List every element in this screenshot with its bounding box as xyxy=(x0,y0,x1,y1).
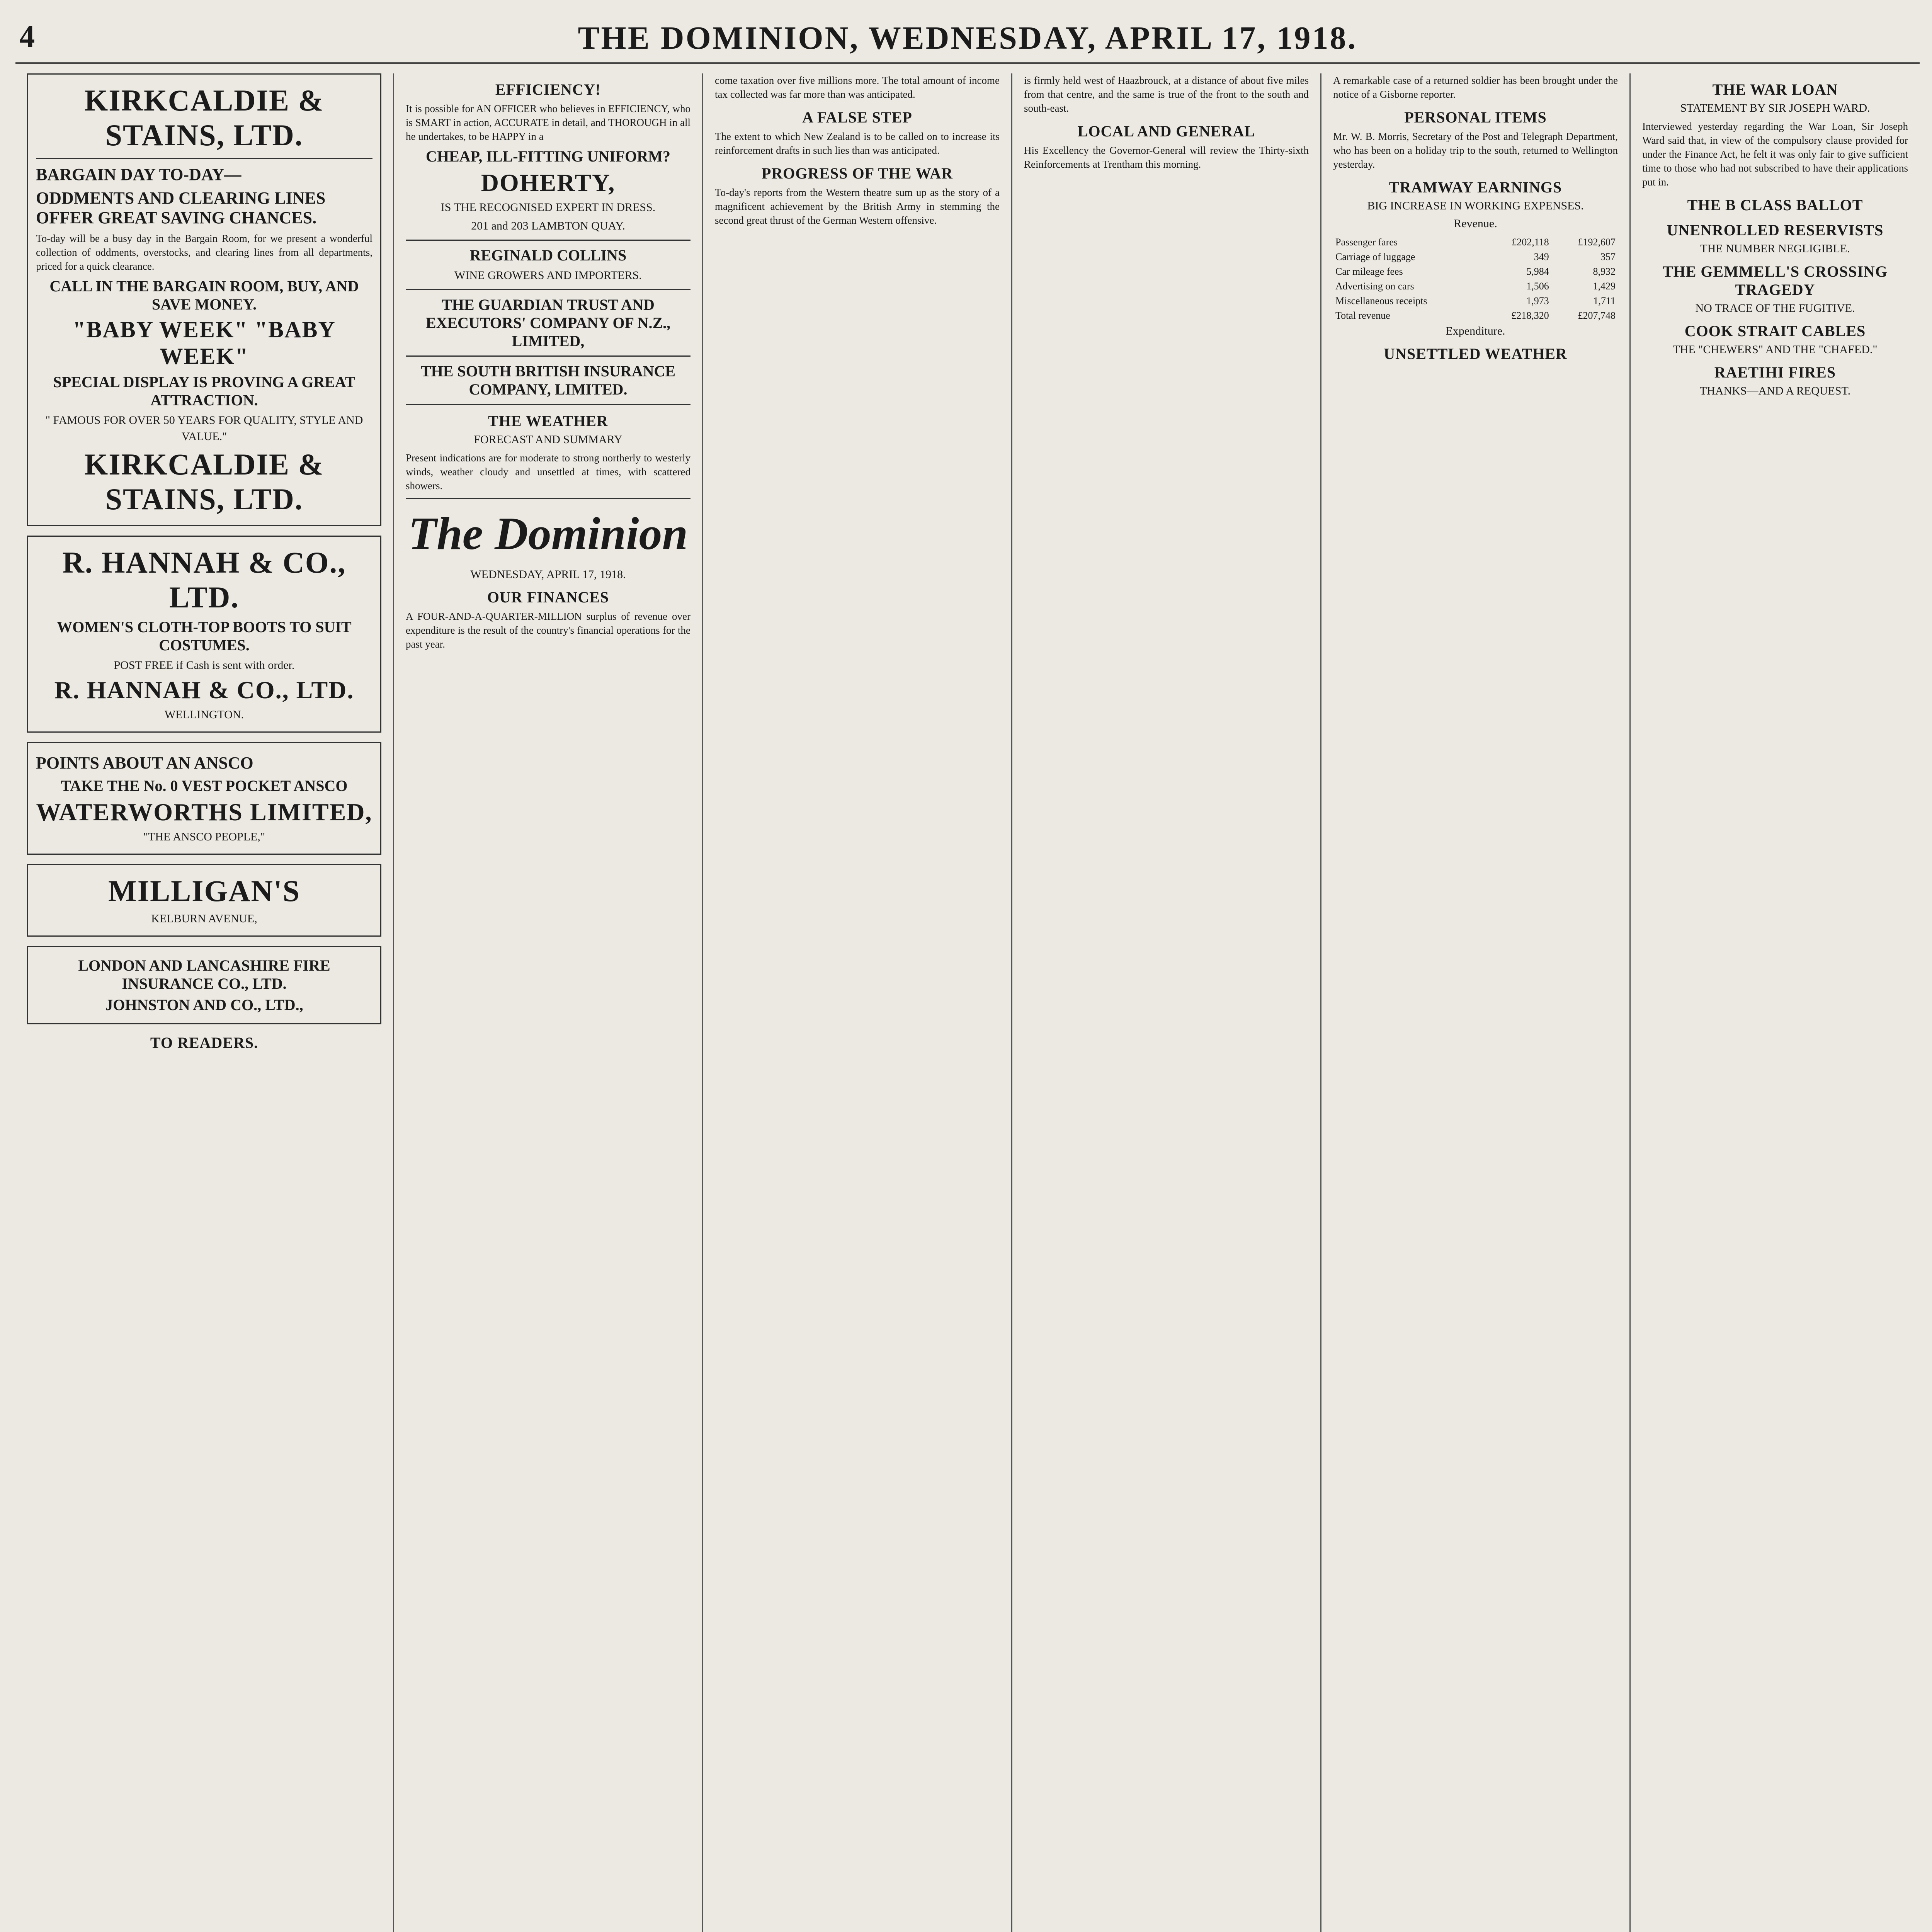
ad-ansco-heading: POINTS ABOUT AN ANSCO xyxy=(36,753,253,772)
finances-body: A FOUR-AND-A-QUARTER-MILLION surplus of revenue over expenditure is the result of the country's financial operations for the past year. xyxy=(406,611,690,650)
readers-heading: TO READERS. xyxy=(150,1034,259,1051)
revenue-cell: 8,932 xyxy=(1593,266,1616,277)
local-general-body: His Excellency the Governor-General will review the Thirty-sixth Reinforcements at Trentham this morning. xyxy=(1024,145,1309,170)
local-general-heading: LOCAL AND GENERAL xyxy=(1077,122,1255,140)
ad-kirkcaldie xyxy=(27,73,381,526)
gemmell-heading: THE GEMMELL'S CROSSING TRAGEDY xyxy=(1662,263,1888,298)
south-british-name: THE SOUTH BRITISH INSURANCE COMPANY, LIMITED. xyxy=(420,362,676,398)
column-3 xyxy=(703,73,1012,1932)
revenue-cell: 1,506 xyxy=(1526,281,1549,292)
doherty-desc: IS THE RECOGNISED EXPERT IN DRESS. xyxy=(440,201,656,214)
guardian-name: THE GUARDIAN TRUST AND EXECUTORS' COMPANY OF N.Z., LIMITED, xyxy=(425,296,671,350)
cook-strait-subheading: THE "CHEWERS" AND THE "CHAFED." xyxy=(1673,343,1878,356)
page-number: 4 xyxy=(19,20,35,54)
ad-hannah xyxy=(27,536,381,733)
ad-hannah-heading: WOMEN'S CLOTH-TOP BOOTS TO SUIT COSTUMES. xyxy=(57,618,352,654)
efficiency-body: It is possible for AN OFFICER who believes in EFFICIENCY, who is SMART in action, ACCURATE in detail, and THOROUGH in all he undertakes, to be HAPPY in a xyxy=(406,103,690,142)
revenue-cell: Total revenue xyxy=(1335,310,1390,321)
tramway-subheading: BIG INCREASE IN WORKING EXPENSES. xyxy=(1367,199,1584,212)
finances-heading: OUR FINANCES xyxy=(487,588,609,606)
ad-johnston-name: JOHNSTON AND CO., LTD., xyxy=(105,996,303,1014)
revenue-row xyxy=(1333,235,1618,250)
expenditure-label: Expenditure. xyxy=(1446,325,1505,337)
column3-body: come taxation over five millions more. The total amount of income tax collected was far more than was anticipated. xyxy=(715,75,1000,100)
collins-desc: WINE GROWERS AND IMPORTERS. xyxy=(454,269,642,282)
revenue-row xyxy=(1333,264,1618,279)
ballot-heading: THE B CLASS BALLOT xyxy=(1687,196,1863,214)
ad-kirkcaldie-intro: To-day will be a busy day in the Bargain Room, for we present a wonderful collection of oddments, overstocks, and clearing lines from all departments, priced for a quick clearance. xyxy=(36,233,372,272)
ad-waterworths-tag: "THE ANSCO PEOPLE," xyxy=(143,830,265,843)
revenue-cell: Advertising on cars xyxy=(1335,281,1414,292)
revenue-cell: 1,973 xyxy=(1526,295,1549,306)
newspaper-page xyxy=(15,15,1920,1932)
revenue-cell: 349 xyxy=(1534,251,1549,262)
column-advertisements xyxy=(15,73,394,1932)
ad-ansco xyxy=(27,742,381,855)
ad-hannah-city: WELLINGTON. xyxy=(164,708,244,721)
column-5 xyxy=(1321,73,1631,1932)
raetihi-subheading: THANKS—AND A REQUEST. xyxy=(1699,384,1851,397)
revenue-cell: £218,320 xyxy=(1511,310,1549,321)
column-6 xyxy=(1631,73,1920,1932)
revenue-cell: Car mileage fees xyxy=(1335,266,1403,277)
ad-kirkcaldie-special: SPECIAL DISPLAY IS PROVING A GREAT ATTRACTION. xyxy=(53,373,355,409)
revenue-cell: Miscellaneous receipts xyxy=(1335,295,1427,306)
revenue-cell: £202,118 xyxy=(1512,236,1549,248)
column5-body: A remarkable case of a returned soldier has been brought under the notice of a Gisborne reporter. xyxy=(1333,75,1618,100)
masthead xyxy=(15,15,1920,64)
collins-name: REGINALD COLLINS xyxy=(469,247,627,264)
revenue-cell: Carriage of luggage xyxy=(1335,251,1415,262)
tramway-heading: TRAMWAY EARNINGS xyxy=(1389,179,1562,196)
column-2 xyxy=(394,73,703,1932)
ad-kirkcaldie-bargain: BARGAIN DAY TO-DAY— xyxy=(36,165,242,184)
false-step-heading: A FALSE STEP xyxy=(802,109,912,126)
revenue-cell: 5,984 xyxy=(1526,266,1549,277)
ad-kirkcaldie-name-footer: KIRKCALDIE & STAINS, LTD. xyxy=(84,447,324,516)
ad-milligan xyxy=(27,864,381,937)
revenue-row xyxy=(1333,294,1618,308)
page-title: THE DOMINION, WEDNESDAY, APRIL 17, 1918. xyxy=(578,20,1357,56)
ad-ansco-take: TAKE THE No. 0 VEST POCKET ANSCO xyxy=(61,777,348,794)
ad-waterworths-name: WATERWORTHS LIMITED, xyxy=(36,798,372,826)
ad-kirkcaldie-oddments: ODDMENTS AND CLEARING LINES OFFER GREAT SAVING CHANCES. xyxy=(36,189,326,227)
reservists-heading: UNENROLLED RESERVISTS xyxy=(1667,221,1884,239)
weather-subheading: FORECAST AND SUMMARY xyxy=(474,433,622,446)
war-loan-heading: THE WAR LOAN xyxy=(1712,81,1838,98)
personal-items-body: Mr. W. B. Morris, Secretary of the Post and Telegraph Department, who has been on a holiday trip to the south, returned to Wellington yesterday. xyxy=(1333,131,1618,170)
war-loan-body: Interviewed yesterday regarding the War Loan, Sir Joseph Ward said that, in view of the compulsory clause provided for under the Finance Act, he felt it was only fair to give sufficient time to those who had not subscribed to have their applications put in. xyxy=(1642,121,1908,188)
revenue-table xyxy=(1333,235,1618,323)
doherty-addr: 201 and 203 LAMBTON QUAY. xyxy=(471,219,625,232)
revenue-cell: 1,429 xyxy=(1593,281,1616,292)
ad-insurance xyxy=(27,946,381,1024)
revenue-row xyxy=(1333,308,1618,323)
raetihi-heading: RAETIHI FIRES xyxy=(1714,364,1836,381)
revenue-label: Revenue. xyxy=(1454,217,1497,230)
reservists-subheading: THE NUMBER NEGLIGIBLE. xyxy=(1700,242,1850,255)
doherty-name: DOHERTY, xyxy=(481,169,616,196)
ad-hannah-name-footer: R. HANNAH & CO., LTD. xyxy=(54,676,354,704)
ad-kirkcaldie-name: KIRKCALDIE & STAINS, LTD. xyxy=(84,83,324,152)
ad-hannah-footer: POST FREE if Cash is sent with order. xyxy=(114,659,295,672)
personal-items-heading: PERSONAL ITEMS xyxy=(1404,109,1547,126)
war-loan-subheading: STATEMENT BY SIR JOSEPH WARD. xyxy=(1680,102,1870,114)
ad-hannah-name: R. HANNAH & CO., LTD. xyxy=(62,546,346,614)
ad-kirkcaldie-baby: "BABY WEEK" "BABY WEEK" xyxy=(73,317,336,369)
revenue-row xyxy=(1333,250,1618,264)
cook-strait-heading: COOK STRAIT CABLES xyxy=(1684,322,1866,340)
column4-body: is firmly held west of Haazbrouck, at a distance of about five miles from that centre, and the same is true of the front to the south and south-east. xyxy=(1024,75,1309,114)
revenue-cell: Passenger fares xyxy=(1335,236,1398,248)
revenue-cell: £207,748 xyxy=(1578,310,1616,321)
progress-war-body: To-day's reports from the Western theatre sum up as the story of a magnificent achievement by the British Army in stemming the second great thrust of the German Western offensive. xyxy=(715,187,1000,226)
false-step-body: The extent to which New Zealand is to be called on to increase its reinforcement drafts in such lies than was anticipated. xyxy=(715,131,1000,156)
ad-insurance-name: LONDON AND LANCASHIRE FIRE INSURANCE CO., LTD. xyxy=(78,957,330,992)
ad-milligan-name: MILLIGAN'S xyxy=(108,874,300,908)
dominion-logo: The Dominion xyxy=(408,508,688,559)
revenue-cell: £192,607 xyxy=(1578,236,1616,248)
weather-body: Present indications are for moderate to strong northerly to westerly winds, weather cloudy and unsettled at times, with scattered showers. xyxy=(406,452,690,492)
revenue-cell: 1,711 xyxy=(1593,295,1616,306)
unsettled-weather-heading: UNSETTLED WEATHER xyxy=(1384,345,1567,362)
dominion-date: WEDNESDAY, APRIL 17, 1918. xyxy=(470,568,626,581)
weather-heading: THE WEATHER xyxy=(488,412,608,430)
gemmell-subheading: NO TRACE OF THE FUGITIVE. xyxy=(1695,302,1855,315)
efficiency-heading: EFFICIENCY! xyxy=(495,81,601,98)
revenue-row xyxy=(1333,279,1618,294)
ad-kirkcaldie-footer: " FAMOUS FOR OVER 50 YEARS FOR QUALITY, STYLE AND VALUE." xyxy=(45,414,363,443)
revenue-cell: 357 xyxy=(1600,251,1616,262)
ad-milligan-addr: KELBURN AVENUE, xyxy=(151,912,257,925)
column-4 xyxy=(1012,73,1321,1932)
ad-kirkcaldie-call: CALL IN THE BARGAIN ROOM, BUY, AND SAVE MONEY. xyxy=(49,277,359,313)
progress-war-heading: PROGRESS OF THE WAR xyxy=(761,165,953,182)
illfitting-line: CHEAP, ILL-FITTING UNIFORM? xyxy=(425,148,671,165)
